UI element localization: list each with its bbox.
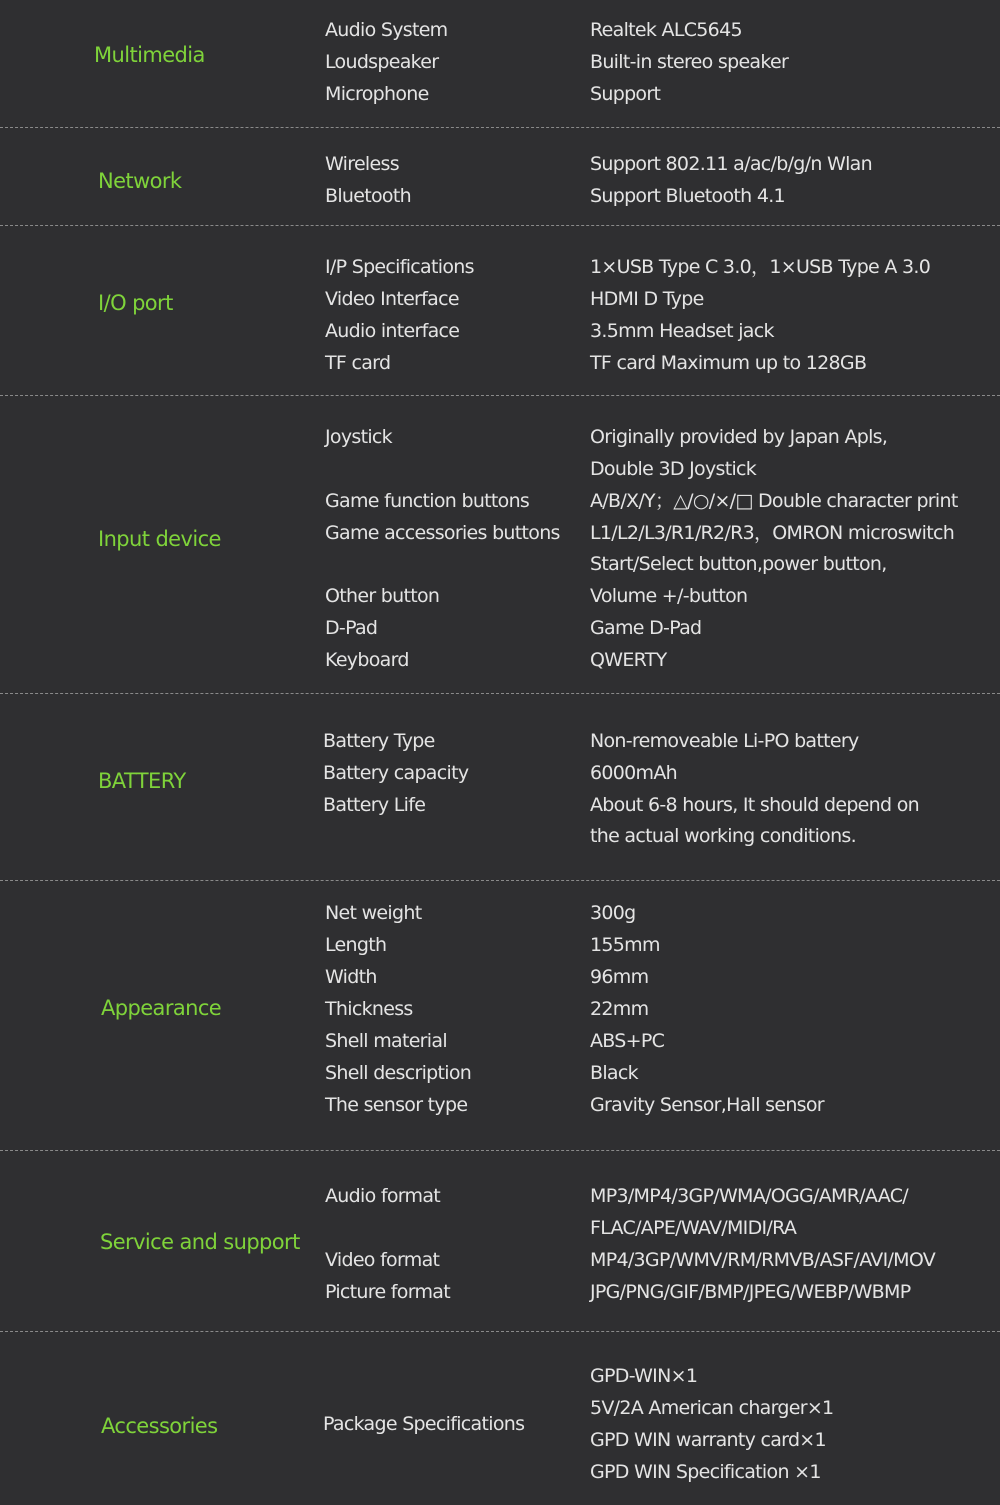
spec-value: Built-in stereo speaker <box>590 51 789 73</box>
spec-value: Non-removeable Li-PO battery <box>590 730 859 752</box>
spec-value: JPG/PNG/GIF/BMP/JPEG/WEBP/WBMP <box>590 1281 911 1303</box>
spec-value: GPD-WIN×1 <box>590 1365 698 1387</box>
spec-value: 155mm <box>590 934 660 956</box>
spec-label: Keyboard <box>325 649 409 671</box>
category-appearance: Appearance <box>101 996 222 1020</box>
section-divider <box>0 880 1000 881</box>
spec-value: the actual working conditions. <box>590 825 856 847</box>
spec-label: Audio System <box>325 19 448 41</box>
spec-label: Battery capacity <box>323 762 469 784</box>
spec-label: Audio format <box>325 1185 441 1207</box>
spec-label: Other button <box>325 585 440 607</box>
spec-value: Game D-Pad <box>590 617 702 639</box>
spec-value: Start/Select button,power button, <box>590 553 887 575</box>
spec-value: Support 802.11 a/ac/b/g/n Wlan <box>590 153 872 175</box>
spec-value: Support <box>590 83 661 105</box>
spec-label: Shell description <box>325 1062 472 1084</box>
spec-value: FLAC/APE/WAV/MIDI/RA <box>590 1217 797 1239</box>
spec-label: Width <box>325 966 377 988</box>
spec-value: MP4/3GP/WMV/RM/RMVB/ASF/AVI/MOV <box>590 1249 936 1271</box>
spec-value: Volume +/-button <box>590 585 748 607</box>
spec-label: Battery Life <box>323 794 426 816</box>
spec-value: 5V/2A American charger×1 <box>590 1397 834 1419</box>
spec-label: Length <box>325 934 387 956</box>
spec-label: TF card <box>325 352 391 374</box>
spec-value: Black <box>590 1062 638 1084</box>
category-network: Network <box>98 169 182 193</box>
spec-label: Game accessories buttons <box>325 522 560 544</box>
section-divider <box>0 395 1000 396</box>
section-divider <box>0 225 1000 226</box>
category-service-and-support: Service and support <box>100 1230 300 1254</box>
spec-value: Support Bluetooth 4.1 <box>590 185 785 207</box>
spec-value: GPD WIN warranty card×1 <box>590 1429 826 1451</box>
category-battery: BATTERY <box>98 769 186 793</box>
spec-label: I/P Specifications <box>325 256 474 278</box>
spec-label: Bluetooth <box>325 185 411 207</box>
spec-value: Realtek ALC5645 <box>590 19 742 41</box>
spec-value: TF card Maximum up to 128GB <box>590 352 867 374</box>
spec-label: Net weight <box>325 902 422 924</box>
category-io-port: I/O port <box>98 291 173 315</box>
spec-label: The sensor type <box>325 1094 468 1116</box>
spec-value: A/B/X/Y；△/○/×/□ Double character print <box>590 490 958 512</box>
spec-value: MP3/MP4/3GP/WMA/OGG/AMR/AAC/ <box>590 1185 908 1207</box>
section-divider <box>0 1150 1000 1151</box>
spec-value: QWERTY <box>590 649 667 671</box>
spec-value: Gravity Sensor,Hall sensor <box>590 1094 824 1116</box>
spec-label: Joystick <box>325 426 392 448</box>
spec-label: Video Interface <box>325 288 459 310</box>
spec-label: Shell material <box>325 1030 447 1052</box>
spec-label: Loudspeaker <box>325 51 439 73</box>
category-accessories: Accessories <box>101 1414 218 1438</box>
spec-label: Microphone <box>325 83 429 105</box>
spec-value: 96mm <box>590 966 649 988</box>
spec-label: Game function buttons <box>325 490 530 512</box>
spec-label: Audio interface <box>325 320 460 342</box>
category-multimedia: Multimedia <box>94 43 205 67</box>
spec-value: 300g <box>590 902 636 924</box>
spec-value: ABS+PC <box>590 1030 665 1052</box>
spec-value: Originally provided by Japan Apls, <box>590 426 888 448</box>
spec-label: D-Pad <box>325 617 378 639</box>
spec-label: Package Specifications <box>323 1413 525 1435</box>
section-divider <box>0 1331 1000 1332</box>
spec-label: Picture format <box>325 1281 450 1303</box>
spec-value: GPD WIN Specification ×1 <box>590 1461 821 1483</box>
spec-value: 3.5mm Headset jack <box>590 320 774 342</box>
spec-label: Video format <box>325 1249 440 1271</box>
spec-label: Battery Type <box>323 730 435 752</box>
section-divider <box>0 127 1000 128</box>
spec-value: 1×USB Type C 3.0，1×USB Type A 3.0 <box>590 256 931 278</box>
spec-value: 6000mAh <box>590 762 678 784</box>
category-input-device: Input device <box>98 527 221 551</box>
spec-label: Thickness <box>325 998 413 1020</box>
spec-value: About 6-8 hours, It should depend on <box>590 794 919 816</box>
spec-value: 22mm <box>590 998 649 1020</box>
section-divider <box>0 693 1000 694</box>
spec-value: HDMI D Type <box>590 288 704 310</box>
spec-value: L1/L2/L3/R1/R2/R3，OMRON microswitch <box>590 522 955 544</box>
spec-label: Wireless <box>325 153 399 175</box>
spec-value: Double 3D Joystick <box>590 458 757 480</box>
